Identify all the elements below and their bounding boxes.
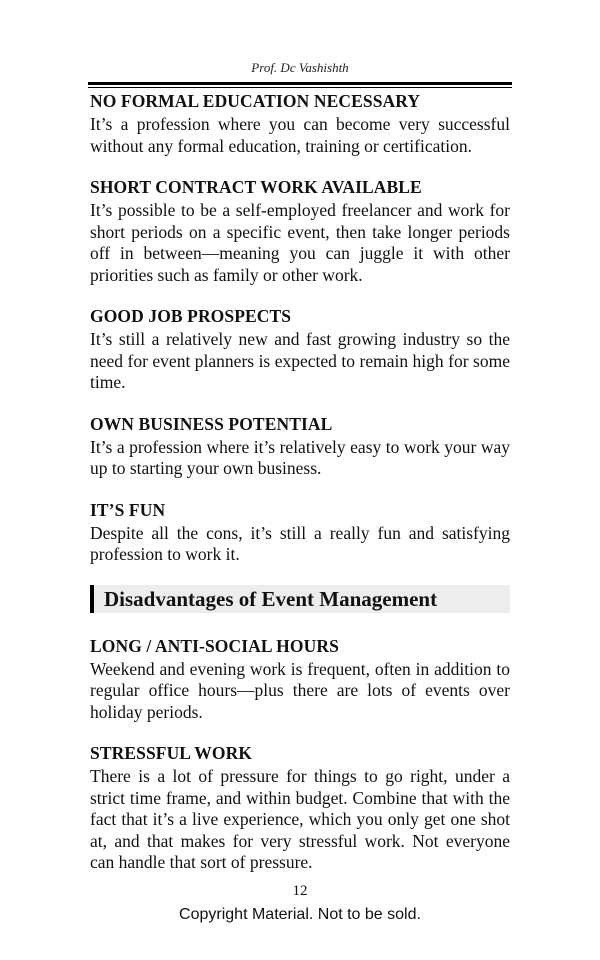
section-heading: SHORT CONTRACT WORK AVAILABLE (90, 177, 422, 197)
section-body: It’s possible to be a self-employed freelancer and work for short periods on a specific event, then take longer periods off in between—meaning you can juggle it with other priorities such as family or other work. (90, 200, 510, 285)
section-body: It’s still a relatively new and fast growing industry so the need for event planners is expected to remain high for some time. (90, 329, 510, 392)
section-short-contract-work (90, 176, 510, 286)
chapter-heading: Disadvantages of Event Management (90, 585, 510, 613)
section-heading: LONG / ANTI-SOCIAL HOURS (90, 635, 339, 656)
copyright-notice: Copyright Material. Not to be sold. (179, 906, 421, 923)
section-body: There is a lot of pressure for things to go right, under a strict time frame, and within budget. Combine that with the fact that it’s a live experience, which you only get one shot at, and that makes for very stressful work. Not everyone can handle that sort of pressure. (90, 766, 510, 872)
section-stressful-work (90, 742, 510, 874)
section-body: Despite all the cons, it’s still a really fun and satisfying profession to work it. (90, 522, 510, 564)
page-content (90, 90, 510, 893)
section-good-job-prospects (90, 305, 510, 394)
running-header: Prof. Dc Vashishth (251, 60, 349, 75)
header-rule-thin (88, 87, 512, 88)
section-body: It’s a profession where it’s relatively easy to work your way up to starting your own business. (90, 436, 510, 478)
section-heading: GOOD JOB PROSPECTS (90, 306, 292, 326)
section-heading: NO FORMAL EDUCATION NECESSARY (90, 91, 421, 111)
section-no-formal-education (90, 90, 510, 157)
section-its-fun (90, 499, 510, 566)
header-rule-thick (88, 82, 512, 85)
section-heading: IT’S FUN (90, 499, 166, 520)
section-own-business-potential (90, 413, 510, 480)
section-heading: STRESSFUL WORK (90, 743, 253, 763)
section-body: Weekend and evening work is frequent, often in addition to regular office hours—plus there are lots of events over holiday periods. (90, 658, 510, 722)
section-body: It’s a profession where you can become very successful without any formal education, training or certification. (90, 114, 510, 156)
section-heading: OWN BUSINESS POTENTIAL (90, 413, 333, 434)
page-number: 12 (292, 883, 308, 899)
section-long-anti-social-hours (90, 635, 510, 724)
